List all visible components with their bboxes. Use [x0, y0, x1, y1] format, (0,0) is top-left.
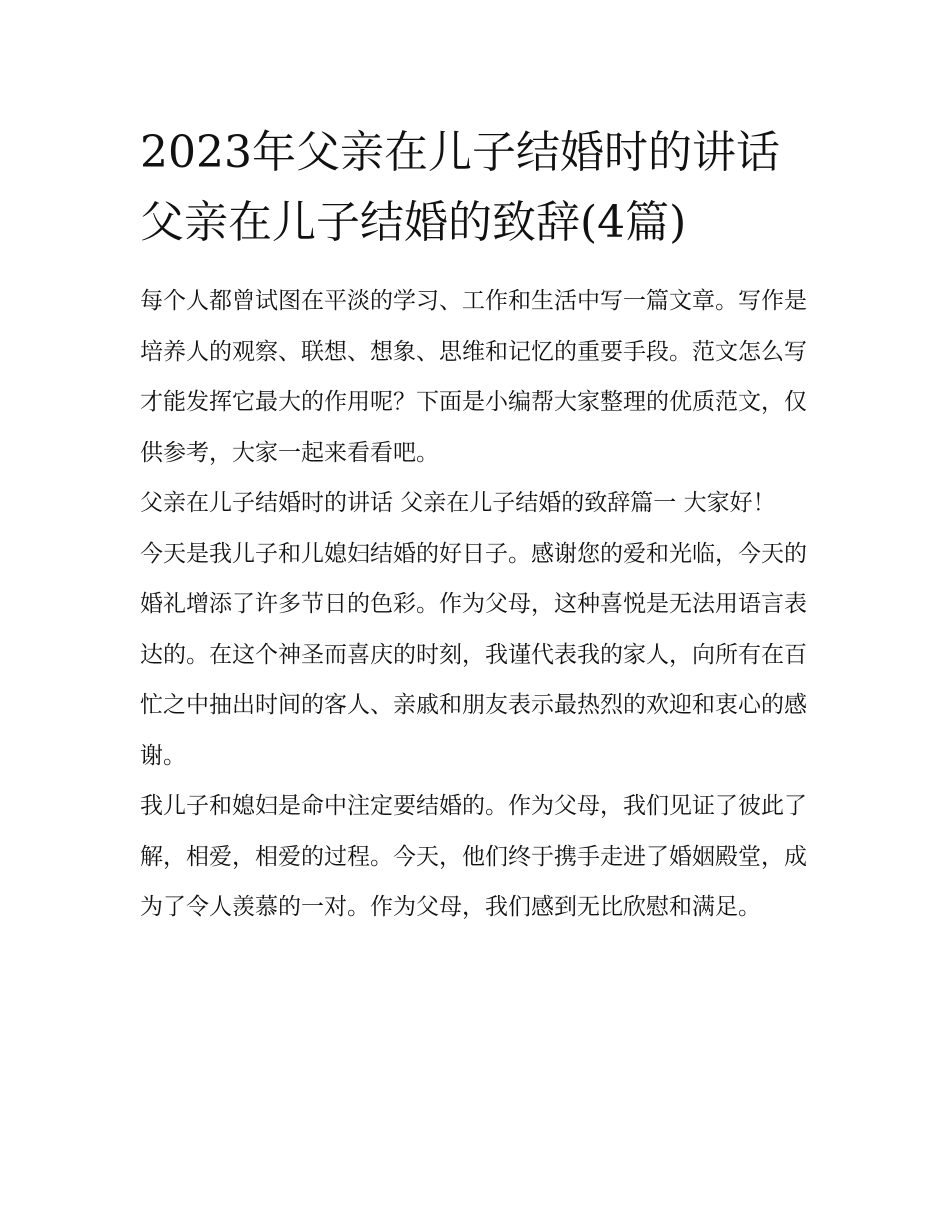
document-content — [140, 118, 812, 933]
paragraph-thanks: 今天是我儿子和儿媳妇结婚的好日子。感谢您的爱和光临，今天的婚礼增添了许多节日的色彩。作为父母，这种喜悦是无法用语言表达的。在这个神圣而喜庆的时刻，我谨代表我的家人，向所有在百忙之中抽出时间的客人、亲戚和朋友表示最热烈的欢迎和衷心的感谢。 — [140, 540, 807, 769]
document-title: 2023年父亲在儿子结婚时的讲话 父亲在儿子结婚的致辞(4篇) — [140, 127, 780, 248]
document-body — [140, 276, 812, 933]
paragraph-couple: 我儿子和媳妇是命中注定要结婚的。作为父母，我们见证了彼此了解，相爱，相爱的过程。今天，他们终于携手走进了婚姻殿堂，成为了令人羡慕的一对。作为父母，我们感到无比欣慰和满足。 — [140, 793, 807, 920]
paragraph-greeting: 父亲在儿子结婚时的讲话 父亲在儿子结婚的致辞篇一 大家好！ — [140, 490, 776, 516]
paragraph-intro: 每个人都曾试图在平淡的学习、工作和生活中写一篇文章。写作是培养人的观察、联想、想象、思维和记忆的重要手段。范文怎么写才能发挥它最大的作用呢？下面是小编帮大家整理的优质范文，仅供参考，大家一起来看看吧。 — [140, 288, 807, 466]
